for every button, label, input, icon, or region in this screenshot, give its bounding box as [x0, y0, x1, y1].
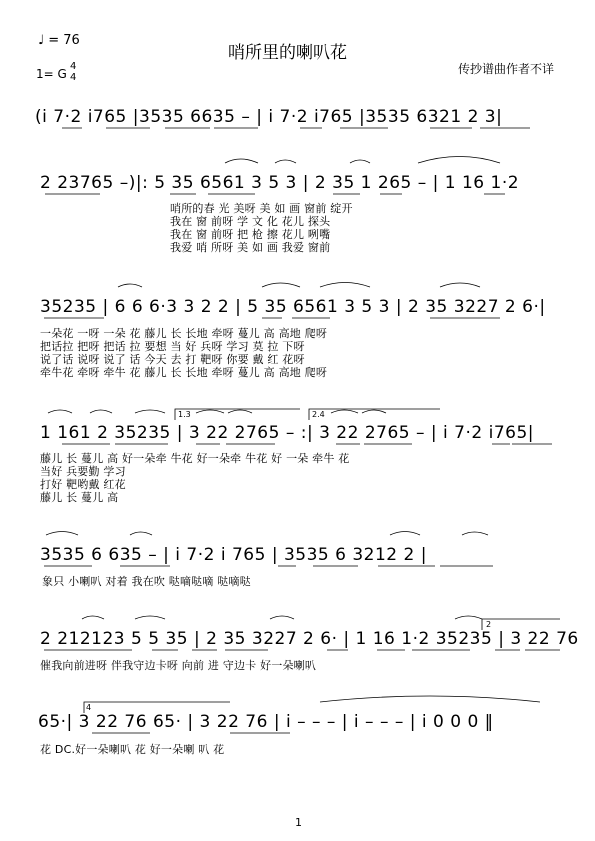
composer-credit: 传抄谱曲作者不详: [458, 62, 555, 76]
notation-system-3: 35235 | 6 6 6·3 3 2 2 | 5 35 6561 3 5 3 | 2 35 3227 2 6·|: [40, 297, 546, 317]
lyric-line: 藤儿 长 蔓儿 高 好一朵牵 牛花 好一朵牵 牛花 好 一朵 牵牛 花: [40, 452, 350, 465]
lyric-line: 当好 兵要勤 学习: [40, 465, 126, 478]
lyric-line: 一朵花 一呀 一朵 花 藤儿 长 长地 牵呀 蔓儿 高 高地 爬呀: [40, 327, 328, 340]
notation-system-5: 3535 6 635 – | i 7·2 i 765 | 3535 6 3212 2 |: [40, 545, 427, 565]
notation-system-4: 1 161 2 35235 | 3 22 2765 – :| 3 22 2765 – | i 7·2 i765|: [40, 423, 535, 443]
lyric-line: 花 DC.好一朵喇叭 花 好一朵喇 叭 花: [40, 743, 225, 756]
lyric-line: 把话拉 把呀 把话 拉 要想 当 好 兵呀 学习 莫 拉 下呀: [40, 340, 305, 353]
volta-label: 4: [86, 703, 92, 712]
key-signature: 1= G: [36, 67, 67, 81]
volta-label: 2.4: [312, 410, 325, 419]
lyric-line: 我在 窗 前呀 把 枪 擦 花儿 咧嘴: [170, 228, 331, 241]
time-signature-numerator: 4: [70, 61, 77, 72]
time-signature-denominator: 4: [70, 72, 77, 83]
lyric-line: 牵牛花 牵呀 牵牛 花 藤儿 长 长地 牵呀 蔓儿 高 高地 爬呀: [40, 366, 328, 379]
lyric-line: 我在 窗 前呀 学 文 化 花儿 探头: [170, 215, 331, 228]
lyric-line: 催我向前进呀 伴我守边卡呀 向前 进 守边卡 好一朵喇叭: [40, 659, 317, 672]
lyric-line: 我爱 哨 所呀 美 如 画 我爱 窗前: [170, 241, 331, 254]
notation-system-7: 65·| 3 22 76 65· | 3 22 76 | i – – – | i – – – | i 0 0 0 ‖: [38, 712, 494, 732]
notation-system-1: (i 7·2 i765 |3535 6635 – | i 7·2 i765 |3535 6321 2 3|: [35, 107, 503, 127]
lyric-line: 说了话 说呀 说了 话 今天 去 打 靶呀 你要 戴 红 花呀: [40, 353, 305, 366]
tempo-marking: ♩ = 76: [38, 33, 80, 48]
volta-label: 2: [486, 620, 492, 629]
notation-system-6: 2 212123 5 5 35 | 2 35 3227 2 6· | 1 16 1·2 35235 | 3 22 76: [40, 629, 579, 649]
notation-system-2: 2 23765 –)|: 5 35 6561 3 5 3 | 2 35 1 265 – | 1 16 1·2: [40, 173, 520, 193]
lyric-line: 藤儿 长 蔓儿 高: [40, 491, 119, 504]
page-number: 1: [295, 816, 302, 829]
lyric-line: 象只 小喇叭 对着 我在吹 哒嘀哒嘀 哒嘀哒: [42, 575, 251, 588]
song-title: 哨所里的喇叭花: [228, 43, 347, 63]
lyric-line: 打好 靶哟戴 红花: [40, 478, 126, 491]
volta-label: 1.3: [178, 410, 191, 419]
lyric-line: 哨所的春 光 美呀 美 如 画 窗前 绽开: [170, 202, 353, 215]
